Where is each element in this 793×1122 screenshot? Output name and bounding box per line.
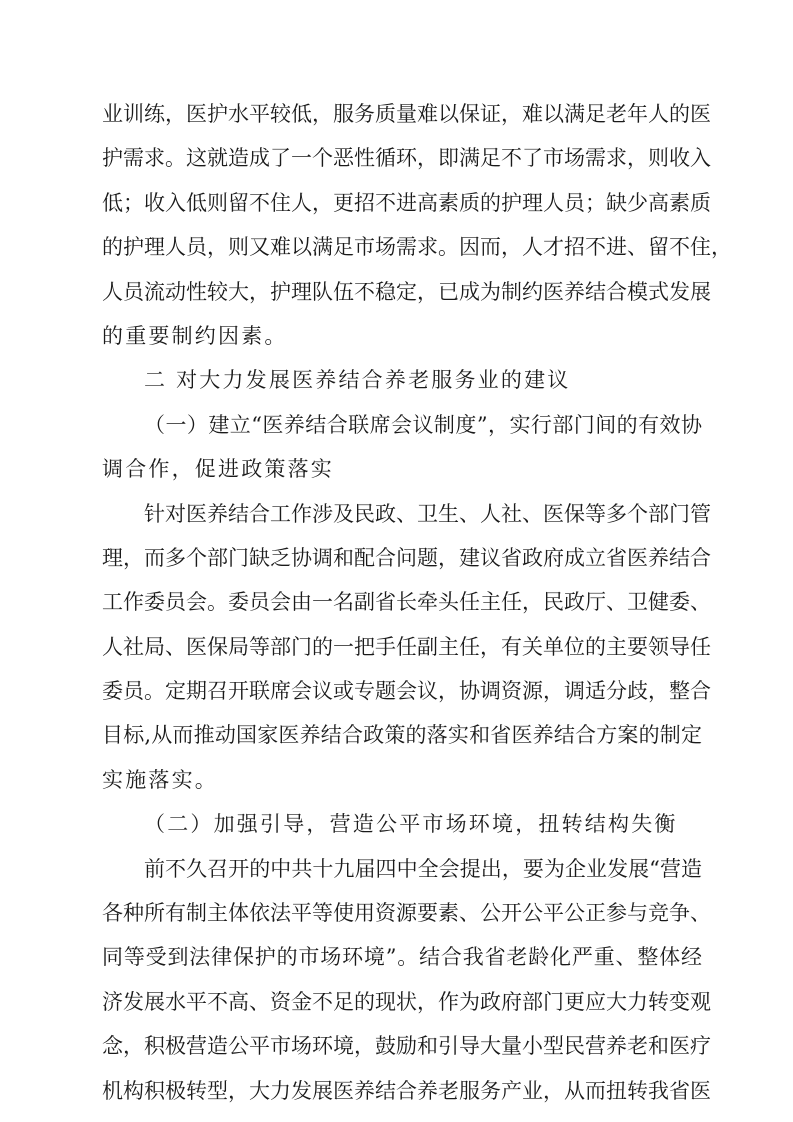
text-line: 护需求。这就造成了一个恶性循环，即满足不了市场需求，则收入: [102, 146, 711, 171]
text-line: 理，而多个部门缺乏协调和配合问题，建议省政府成立省医养结合: [102, 545, 711, 570]
text-line: 目标,从而推动国家医养结合政策的落实和省医养结合方案的制定: [102, 723, 702, 748]
text-line: 的护理人员，则又难以满足市场需求。因而，人才招不进、留不住，: [102, 235, 732, 260]
subsection-heading: （二）加强引导，营造公平市场环境，扭转结构失衡: [144, 812, 678, 837]
text-line: 前不久召开的中共十九届四中全会提出，要为企业发展“营造: [144, 856, 702, 881]
subsection-heading-continued: 调合作，促进政策落实: [102, 457, 334, 482]
text-line: 针对医养结合工作涉及民政、卫生、人社、医保等多个部门管: [144, 501, 711, 526]
section-heading: 二 对大力发展医养结合养老服务业的建议: [144, 368, 571, 393]
text-line: 工作委员会。委员会由一名副省长牵头任主任，民政厅、卫健委、: [102, 590, 711, 615]
text-line: 实施落实。: [102, 767, 218, 792]
text-line: 人社局、医保局等部门的一把手任副主任，有关单位的主要领导任: [102, 634, 711, 659]
text-line: 各种所有制主体依法平等使用资源要素、公开公平公正参与竞争、: [102, 901, 711, 926]
body-text: [102, 92, 732, 1113]
text-line: 济发展水平不高、资金不足的现状，作为政府部门更应大力转变观: [102, 989, 711, 1014]
text-line: 低；收入低则留不住人，更招不进高素质的护理人员；缺少高素质: [102, 190, 711, 215]
text-line: 念，积极营造公平市场环境，鼓励和引导大量小型民营养老和医疗: [102, 1034, 711, 1059]
subsection-heading: （一）建立“医养结合联席会议制度”，实行部门间的有效协: [144, 412, 702, 437]
text-line: 人员流动性较大，护理队伍不稳定，已成为制约医养结合模式发展: [102, 279, 711, 304]
text-line: 的重要制约因素。: [102, 323, 288, 348]
text-line: 机构积极转型，大力发展医养结合养老服务产业，从而扭转我省医: [102, 1078, 711, 1103]
text-line: 委员。定期召开联席会议或专题会议，协调资源，调适分歧，整合: [102, 679, 711, 704]
text-line: 业训练，医护水平较低，服务质量难以保证，难以满足老年人的医: [102, 102, 711, 126]
text-line: 同等受到法律保护的市场环境”。结合我省老龄化严重、整体经: [102, 945, 702, 970]
